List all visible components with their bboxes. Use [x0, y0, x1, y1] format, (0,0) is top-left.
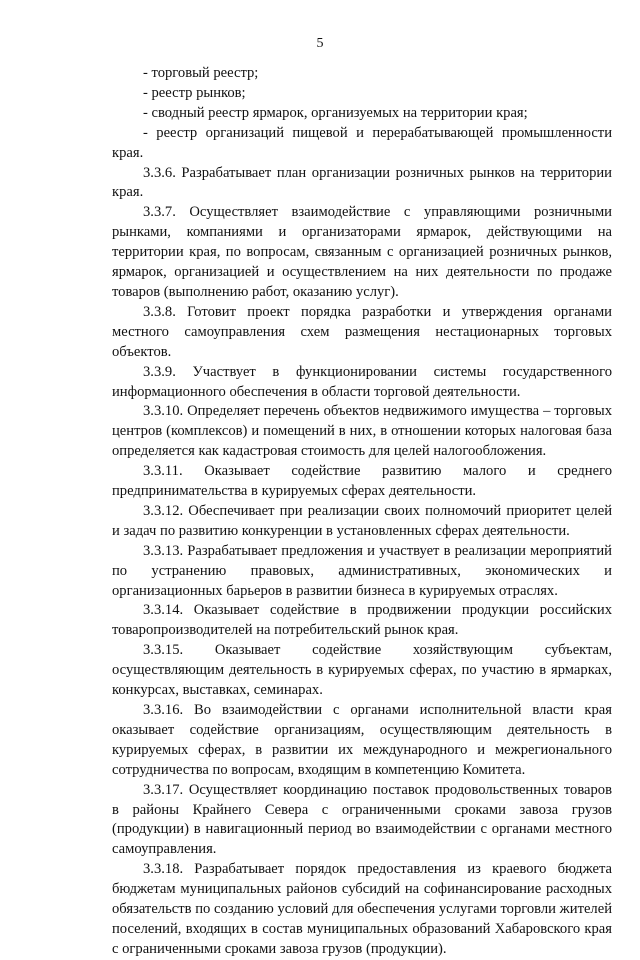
clause-3-3-15: 3.3.15. Оказывает содействие хозяйствующим субъектам, осуществляющим деятельность в курируемых сферах, по участию в ярмарках, конкурсах, выставках, семинарах. — [112, 642, 612, 699]
clause-3-3-11: 3.3.11. Оказывает содействие развитию малого и среднего предпринимательства в курируемых сферах деятельности. — [112, 463, 612, 500]
list-item-fair-registry: - сводный реестр ярмарок, организуемых на территории края; — [143, 104, 528, 121]
clause-3-3-9: 3.3.9. Участвует в функционировании системы государственного информационного обеспечения в области торговой деятельности. — [112, 363, 612, 400]
list-item-food-industry-registry: - реестр организаций пищевой и перерабатывающей промышленности края. — [112, 124, 612, 161]
clause-3-3-7: 3.3.7. Осуществляет взаимодействие с управляющими розничными рынками, компаниями и организаторами ярмарок, действующими на территории края, по вопросам, связанным с организацией розничных рынков, ярмарок, организацией и осуществлением на них деятельности по продаже товаров (выполнению работ, оказанию услуг). — [112, 204, 612, 300]
list-item-trade-registry: - торговый реестр; — [143, 65, 259, 81]
document-body — [112, 64, 612, 960]
clause-3-3-17: 3.3.17. Осуществляет координацию поставок продовольственных товаров в районы Крайнего Севера с ограниченными сроками завоза грузов (продукции) в навигационный период во взаимодействии с органами местного самоуправления. — [112, 781, 612, 858]
clause-3-3-8: 3.3.8. Готовит проект порядка разработки и утверждения органами местного самоуправления схем размещения нестационарных торговых объектов. — [112, 303, 612, 360]
clause-3-3-14: 3.3.14. Оказывает содействие в продвижении продукции российских товаропроизводителей на потребительский рынок края. — [112, 602, 612, 639]
clause-3-3-13: 3.3.13. Разрабатывает предложения и участвует в реализации мероприятий по устранению правовых, административных, экономических и организационных барьеров в развитии бизнеса в курируемых отраслях. — [112, 542, 612, 599]
clause-3-3-12: 3.3.12. Обеспечивает при реализации своих полномочий приоритет целей и задач по развитию конкуренции в установленных сферах деятельности. — [112, 502, 612, 539]
clause-3-3-10: 3.3.10. Определяет перечень объектов недвижимого имущества – торговых центров (комплексов) и помещений в них, в отношении которых налоговая база определяется как кадастровая стоимость для целей налогообложения. — [112, 403, 612, 460]
clause-3-3-16: 3.3.16. Во взаимодействии с органами исполнительной власти края оказывает содействие организациям, осуществляющим деятельность в курируемых сферах, в развитии их международного и межрегионального сотрудничества по вопросам, входящим в компетенцию Комитета. — [112, 702, 612, 778]
page-number: 5 — [316, 36, 324, 51]
list-item-market-registry: - реестр рынков; — [143, 84, 246, 101]
clause-3-3-18: 3.3.18. Разрабатывает порядок предоставления из краевого бюджета бюджетам муниципальных районов субсидий на софинансирование расходных обязательств по созданию условий для обеспечения услугами торговли жителей поселений, входящих в состав муниципальных образований Хабаровского края с ограниченными сроками завоза грузов (продукции). — [112, 861, 612, 957]
clause-3-3-6: 3.3.6. Разрабатывает план организации розничных рынков на территории края. — [112, 164, 612, 201]
